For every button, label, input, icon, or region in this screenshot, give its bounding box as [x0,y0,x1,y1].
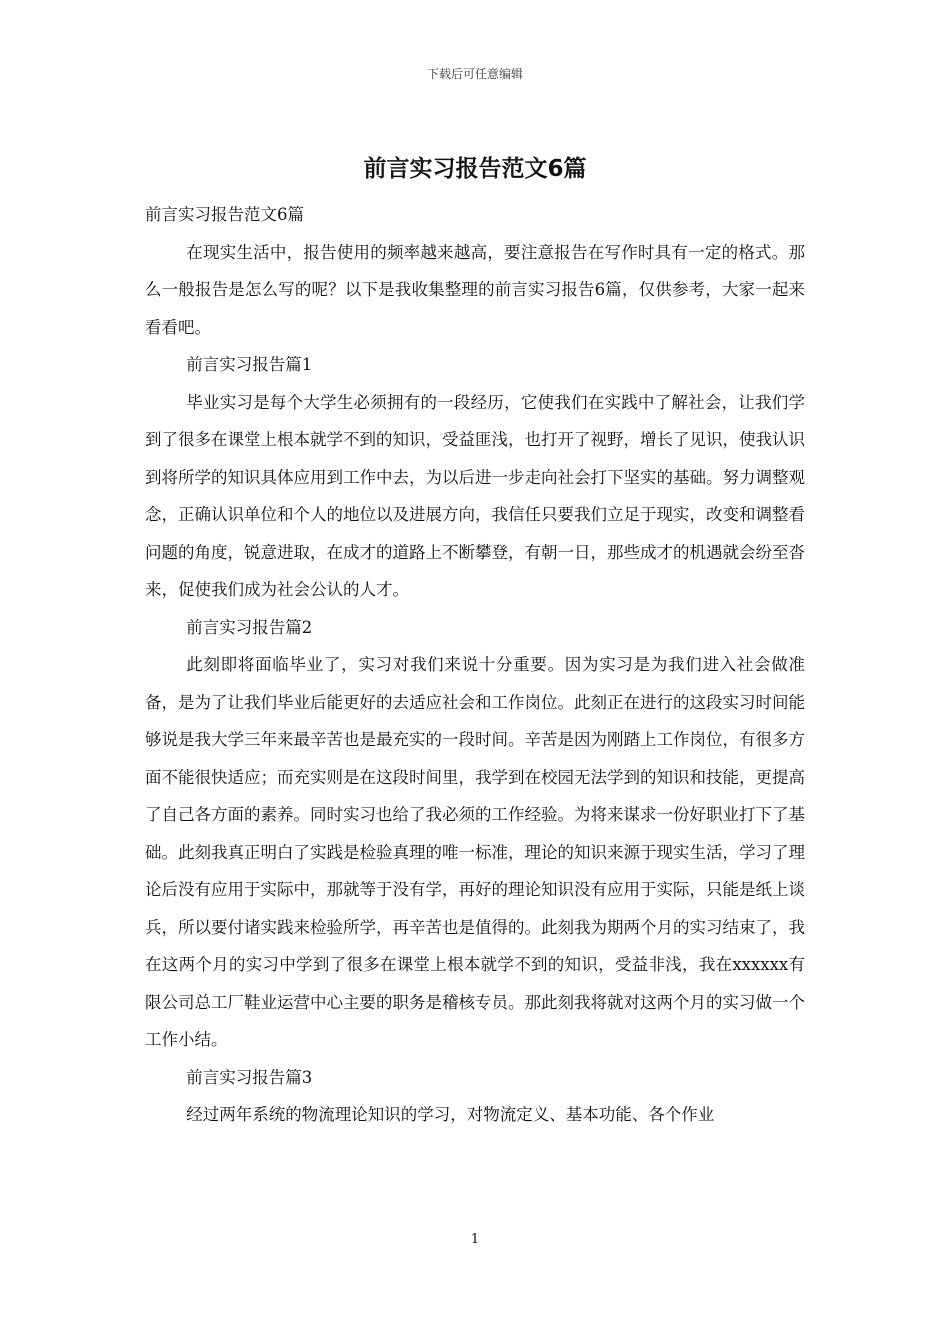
section-heading: 前言实习报告篇3 [186,1067,313,1087]
document-subtitle: 前言实习报告范文6篇 [145,205,304,224]
section-heading: 前言实习报告篇1 [186,355,313,374]
section-paragraph: 毕业实习是每个大学生必须拥有的一段经历，它使我们在实践中了解社会，让我们学到了很多在课堂上根本就学不到的知识，受益匪浅，也打开了视野，增长了见识，使我认识到将所学的知识具体应用到工作中去，为以后进一步走向社会打下坚实的基础。努力调整观念，正确认识单位和个人的地位以及进展方向，我信任只要我们立足于现实，改变和调整看问题的角度，锐意进取，在成才的道路上不断攀登，有朝一日，那些成才的机遇就会纷至沓来，促使我们成为社会公认的人才。 [145,392,805,599]
section-paragraph: 经过两年系统的物流理论知识的学习，对物流定义、基本功能、各个作业 [186,1105,715,1124]
intro-paragraph: 在现实生活中，报告使用的频率越来越高，要注意报告在写作时具有一定的格式。那么一般报告是怎么写的呢？以下是我收集整理的前言实习报告6篇，仅供参考，大家一起来看看吧。 [145,242,805,337]
section-heading: 前言实习报告篇2 [186,617,313,637]
document-title: 前言实习报告范文6篇 [363,156,587,182]
page-number: 1 [470,1232,480,1247]
page-header-note: 下载后可任意编辑 [426,67,523,81]
document-body [145,196,805,1134]
section-paragraph: 此刻即将面临毕业了，实习对我们来说十分重要。因为实习是为我们进入社会做准备，是为了让我们毕业后能更好的去适应社会和工作岗位。此刻正在进行的这段实习时间能够说是我大学三年来最辛苦也是最充实的一段时间。辛苦是因为刚踏上工作岗位，有很多方面不能很快适应；而充实则是在这段时间里，我学到在校园无法学到的知识和技能，更提高了自己各方面的素养。同时实习也给了我必须的工作经验。为将来谋求一份好职业打下了基础。此刻我真正明白了实践是检验真理的唯一标准，理论的知识来源于现实生活，学习了理论后没有应用于实际中，那就等于没有学，再好的理论知识没有应用于实际，只能是纸上谈兵，所以要付诸实践来检验所学，再辛苦也是值得的。此刻我为期两个月的实习结束了，我在这两个月的实习中学到了很多在课堂上根本就学不到的知识，受益非浅，我在xxxxxx有限公司总工厂鞋业运营中心主要的职务是稽核专员。那此刻我将就对这两个月的实习做一个工作小结。 [145,655,805,1049]
